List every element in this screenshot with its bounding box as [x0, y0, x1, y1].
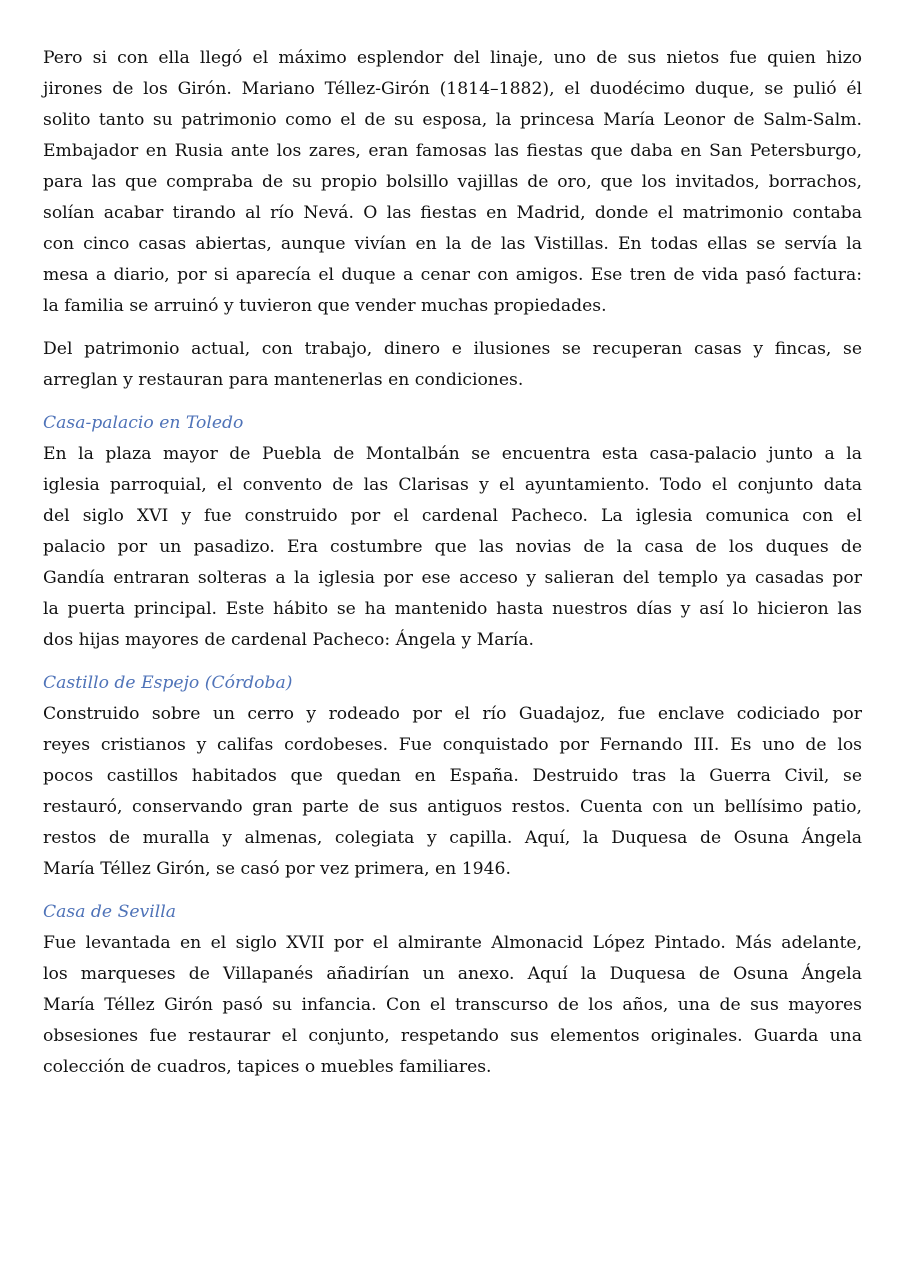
text-line: mesa a diario, por si aparecía el duque a cenar con amigos. Ese tren de vida pasó factura: — [43, 265, 862, 285]
text-line: del siglo XVI y fue construido por el cardenal Pacheco. La iglesia comunica con el — [43, 506, 862, 526]
paragraph — [43, 43, 862, 322]
text-line: la puerta principal. Este hábito se ha mantenido hasta nuestros días y así lo hicieron las — [43, 599, 862, 619]
text-line: Gandía entraran solteras a la iglesia por ese acceso y salieran del templo ya casadas por — [43, 568, 862, 588]
text-line: para las que compraba de su propio bolsillo vajillas de oro, que los invitados, borrachos, — [43, 172, 862, 192]
text-line: restauró, conservando gran parte de sus antiguos restos. Cuenta con un bellísimo patio, — [43, 797, 862, 817]
text-line: iglesia parroquial, el convento de las Clarisas y el ayuntamiento. Todo el conjunto data — [43, 475, 862, 495]
section-heading: Castillo de Espejo (Córdoba) — [43, 673, 293, 693]
text-line: con cinco casas abiertas, aunque vivían en la de las Vistillas. En todas ellas se servía la — [43, 234, 862, 254]
text-line: colección de cuadros, tapices o muebles familiares. — [43, 1057, 492, 1077]
paragraph — [43, 334, 862, 396]
text-line: los marqueses de Villapanés añadirían un anexo. Aquí la Duquesa de Osuna Ángela — [43, 964, 862, 984]
text-line: obsesiones fue restaurar el conjunto, respetando sus elementos originales. Guarda una — [43, 1026, 862, 1046]
text-line: En la plaza mayor de Puebla de Montalbán se encuentra esta casa-palacio junto a la — [43, 444, 862, 464]
text-line: reyes cristianos y califas cordobeses. Fue conquistado por Fernando III. Es uno de los — [43, 735, 862, 755]
document-page — [43, 43, 862, 1095]
text-line: María Téllez Girón, se casó por vez primera, en 1946. — [43, 859, 511, 879]
text-line: Embajador en Rusia ante los zares, eran famosas las fiestas que daba en San Petersburgo, — [43, 141, 862, 161]
text-line: Pero si con ella llegó el máximo esplendor del linaje, uno de sus nietos fue quien hizo — [43, 48, 862, 68]
text-line: solían acabar tirando al río Nevá. O las fiestas en Madrid, donde el matrimonio contaba — [43, 203, 862, 223]
text-line: Del patrimonio actual, con trabajo, dinero e ilusiones se recuperan casas y fincas, se — [43, 339, 862, 359]
text-line: palacio por un pasadizo. Era costumbre que las novias de la casa de los duques de — [43, 537, 862, 557]
text-line: Construido sobre un cerro y rodeado por el río Guadajoz, fue enclave codiciado por — [43, 704, 862, 724]
text-line: dos hijas mayores de cardenal Pacheco: Ángela y María. — [43, 630, 534, 650]
paragraph — [43, 699, 862, 885]
text-line: solito tanto su patrimonio como el de su esposa, la princesa María Leonor de Salm-Salm. — [43, 110, 862, 130]
text-line: María Téllez Girón pasó su infancia. Con el transcurso de los años, una de sus mayores — [43, 995, 862, 1015]
text-line: jirones de los Girón. Mariano Téllez-Girón (1814–1882), el duodécimo duque, se pulió él — [43, 79, 862, 99]
text-line: arreglan y restauran para mantenerlas en condiciones. — [43, 370, 524, 390]
text-line: la familia se arruinó y tuvieron que vender muchas propiedades. — [43, 296, 607, 316]
paragraph — [43, 928, 862, 1083]
text-line: pocos castillos habitados que quedan en España. Destruido tras la Guerra Civil, se — [43, 766, 862, 786]
section-heading: Casa-palacio en Toledo — [43, 413, 244, 433]
text-line: Fue levantada en el siglo XVII por el almirante Almonacid López Pintado. Más adelante, — [43, 933, 862, 953]
text-line: restos de muralla y almenas, colegiata y capilla. Aquí, la Duquesa de Osuna Ángela — [43, 828, 862, 848]
section-heading: Casa de Sevilla — [43, 902, 176, 922]
paragraph — [43, 439, 862, 656]
